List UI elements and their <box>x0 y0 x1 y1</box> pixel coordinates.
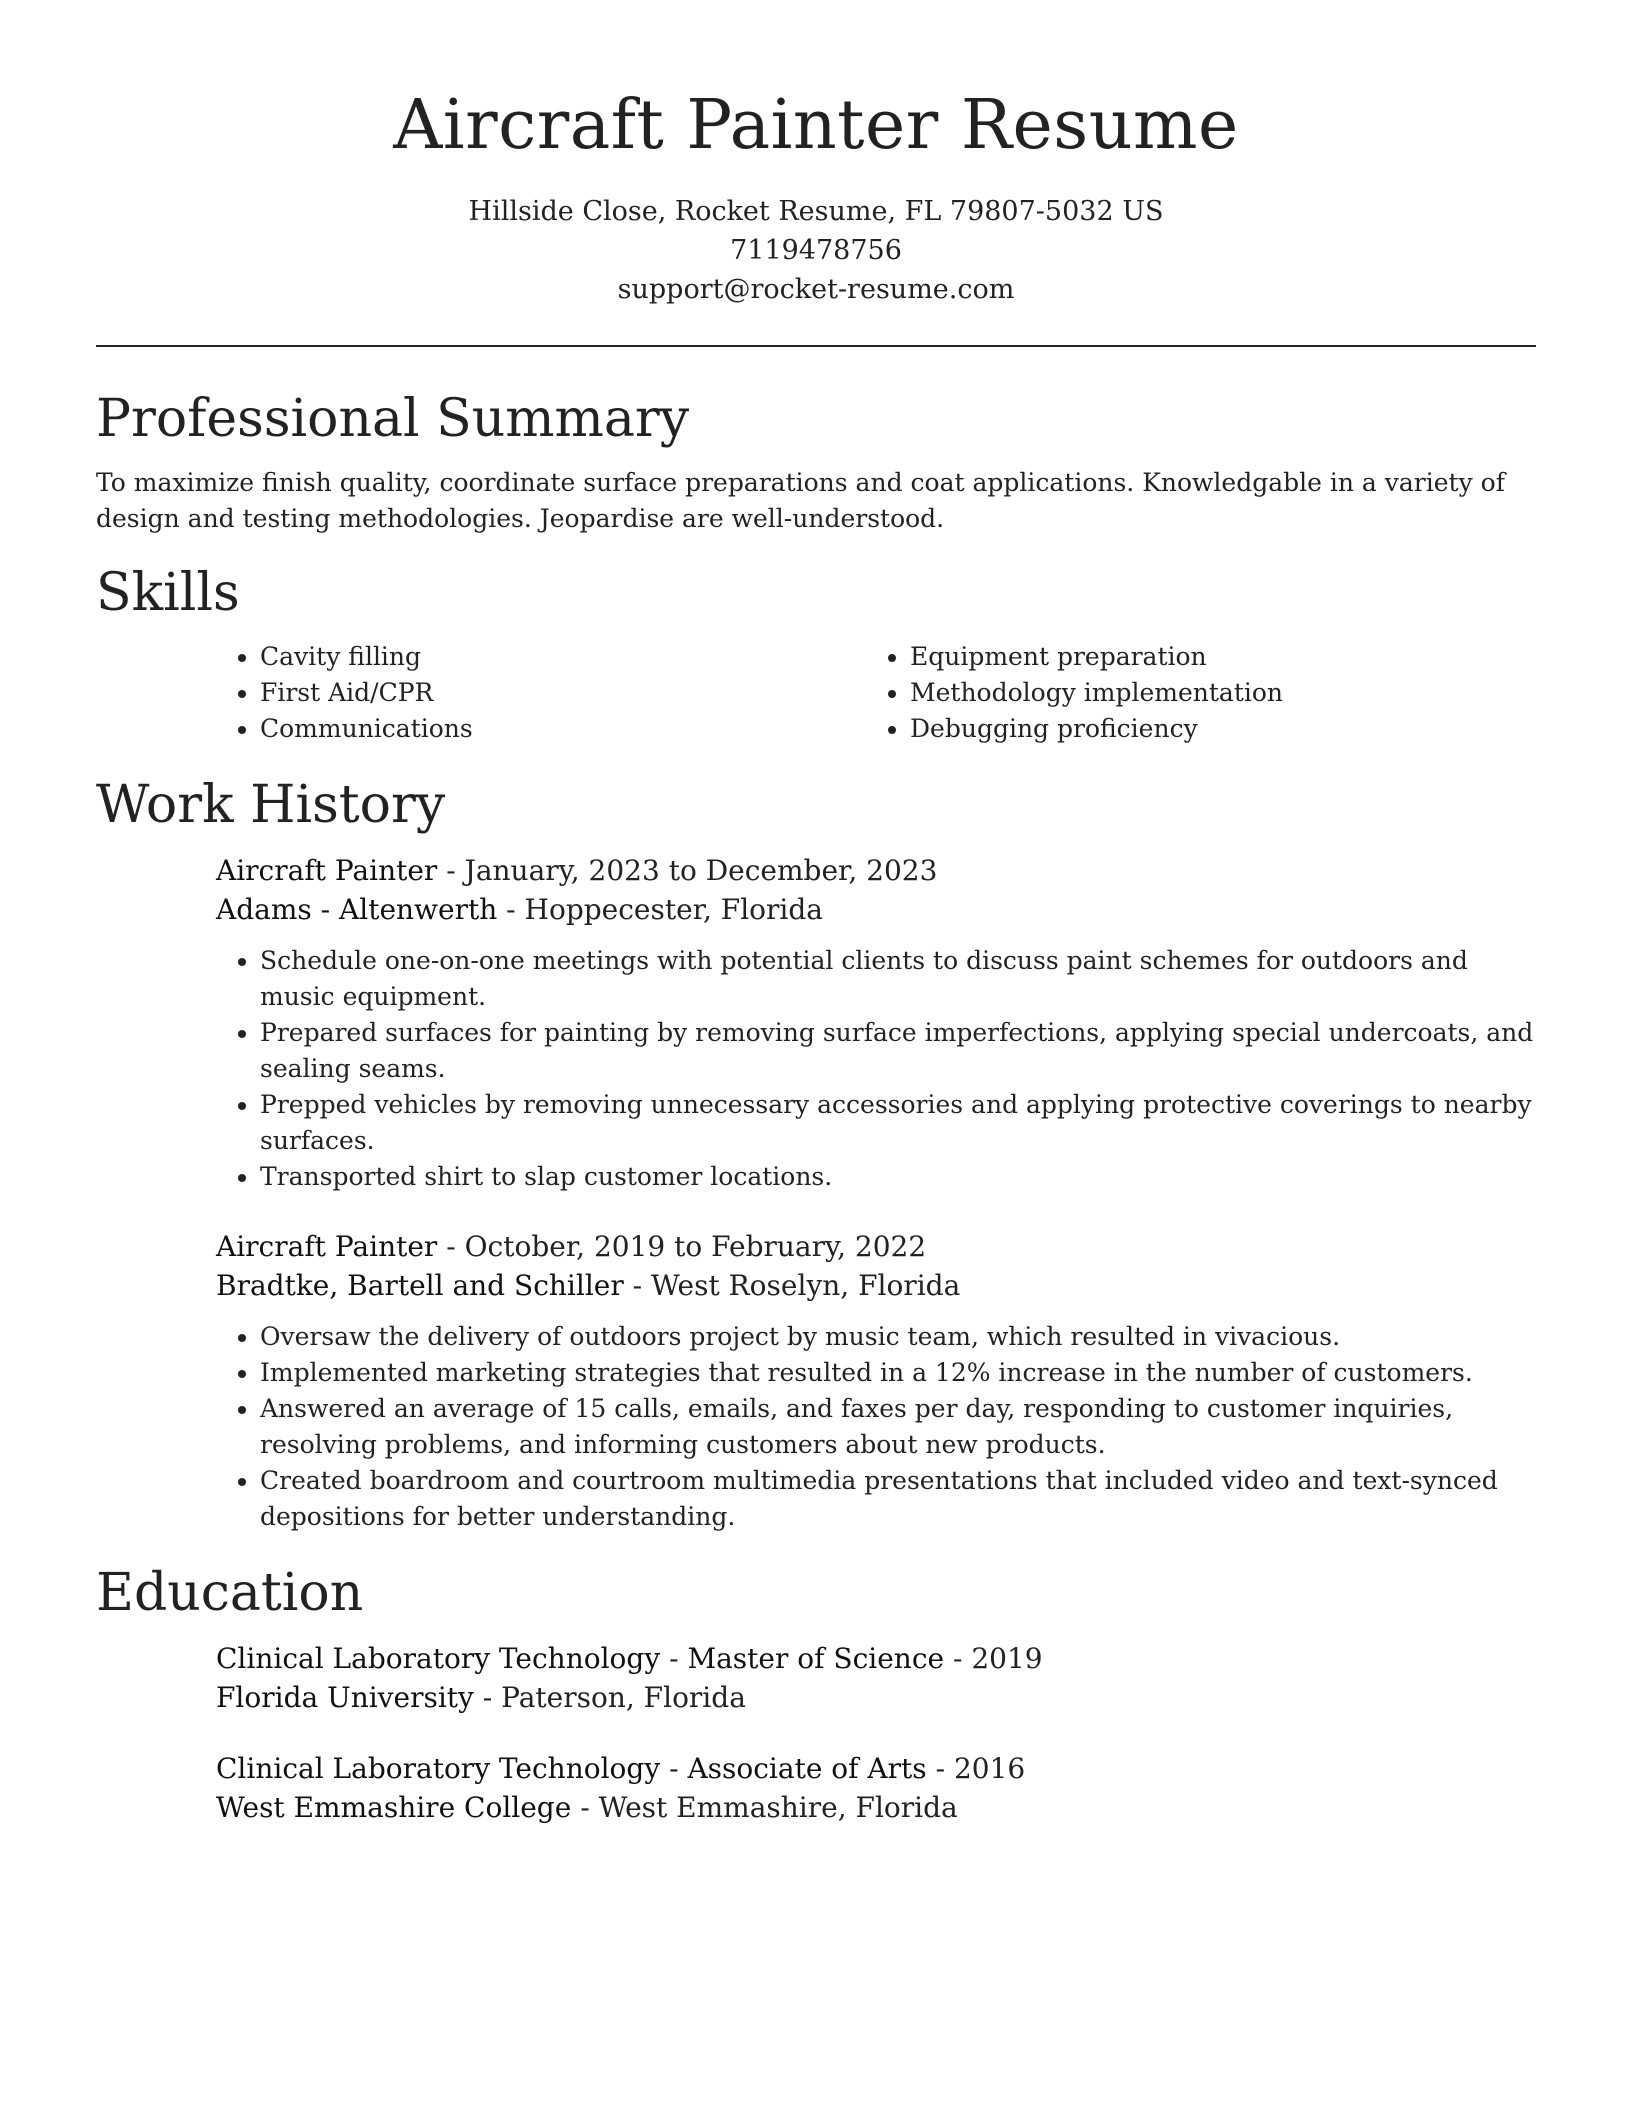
education-year: 2016 <box>953 1752 1026 1785</box>
skill-item: • Cavity filling <box>260 639 866 675</box>
education-degree-line: Clinical Laboratory Technology - Master of Science - 2019 <box>216 1642 1043 1675</box>
skill-item: • First Aid/CPR <box>260 675 866 711</box>
phone: 7119478756 <box>730 235 902 266</box>
job-entry <box>216 851 1536 1195</box>
job-duties-list <box>216 943 1536 1195</box>
section-title-summary: Professional Summary <box>96 389 690 449</box>
education-location: West Emmashire, Florida <box>598 1791 958 1824</box>
header-divider <box>96 345 1536 347</box>
job-entry <box>216 1227 1536 1535</box>
section-title-education: Education <box>96 1563 364 1623</box>
section-title-skills: Skills <box>96 563 240 623</box>
job-title: Aircraft Painter <box>216 854 438 887</box>
job-title: Aircraft Painter <box>216 1230 438 1263</box>
job-duty: • Implemented marketing strategies that resulted in a 12% increase in the number of customers. <box>260 1355 1536 1391</box>
summary-text: To maximize finish quality, coordinate surface preparations and coat applications. Knowledgable in a variety of design and testing methodologies. Jeopardise are well-understood. <box>96 468 1505 533</box>
education-degree: Associate of Arts <box>687 1752 927 1785</box>
resume-page <box>96 0 1536 1827</box>
education-school: Florida University <box>216 1681 474 1714</box>
job-company: Bradtke, Bartell and Schiller <box>216 1269 624 1302</box>
job-company: Adams - Altenwerth <box>216 893 498 926</box>
job-location: West Roselyn, Florida <box>651 1269 961 1302</box>
skill-item: • Methodology implementation <box>910 675 1516 711</box>
education-section <box>96 1561 1536 1827</box>
job-duty: • Prepped vehicles by removing unnecessary accessories and applying protective coverings to nearby surfaces. <box>260 1087 1536 1159</box>
job-dates: January, 2023 to December, 2023 <box>464 854 938 887</box>
education-field: Clinical Laboratory Technology <box>216 1752 661 1785</box>
summary-section <box>96 387 1536 537</box>
job-title-line: Aircraft Painter - January, 2023 to December, 2023 <box>216 854 938 887</box>
job-company-line: Bradtke, Bartell and Schiller - West Roselyn, Florida <box>216 1269 961 1302</box>
skills-column-left <box>216 639 866 747</box>
job-duty: • Created boardroom and courtroom multimedia presentations that included video and text-synced depositions for better understanding. <box>260 1463 1536 1535</box>
skills-grid <box>216 639 1536 747</box>
job-duty: • Transported shirt to slap customer locations. <box>260 1159 1536 1195</box>
skill-item: • Communications <box>260 711 866 747</box>
job-company-line: Adams - Altenwerth - Hoppecester, Florida <box>216 893 823 926</box>
resume-title: Aircraft Painter Resume <box>393 86 1239 165</box>
job-title-line: Aircraft Painter - October, 2019 to February, 2022 <box>216 1230 927 1263</box>
education-year: 2019 <box>971 1642 1043 1675</box>
skill-item: • Equipment preparation <box>910 639 1516 675</box>
section-title-work-history: Work History <box>96 775 446 835</box>
education-entry <box>216 1639 1536 1717</box>
job-dates: October, 2019 to February, 2022 <box>464 1230 927 1263</box>
skill-item: • Debugging proficiency <box>910 711 1516 747</box>
education-school-line: West Emmashire College - West Emmashire, Florida <box>216 1791 958 1824</box>
skills-list-left <box>216 639 866 747</box>
email: support@rocket-resume.com <box>617 274 1015 305</box>
skills-list-right <box>866 639 1516 747</box>
job-duty: • Schedule one-on-one meetings with potential clients to discuss paint schemes for outdoors and music equipment. <box>260 943 1536 1015</box>
job-location: Hoppecester, Florida <box>524 893 823 926</box>
job-duty: • Prepared surfaces for painting by removing surface imperfections, applying special undercoats, and sealing seams. <box>260 1015 1536 1087</box>
education-degree-line: Clinical Laboratory Technology - Associate of Arts - 2016 <box>216 1752 1026 1785</box>
skills-column-right <box>866 639 1516 747</box>
job-duty: • Oversaw the delivery of outdoors project by music team, which resulted in vivacious. <box>260 1319 1536 1355</box>
work-history-section <box>96 773 1536 1535</box>
education-school-line: Florida University - Paterson, Florida <box>216 1681 746 1714</box>
resume-header <box>96 0 1536 309</box>
education-location: Paterson, Florida <box>501 1681 746 1714</box>
address: Hillside Close, Rocket Resume, FL 79807-5032 US <box>468 196 1164 227</box>
education-school: West Emmashire College <box>216 1791 572 1824</box>
job-duties-list <box>216 1319 1536 1535</box>
education-entry <box>216 1749 1536 1827</box>
job-duty: • Answered an average of 15 calls, emails, and faxes per day, responding to customer inquiries, resolving problems, and informing customers about new products. <box>260 1391 1536 1463</box>
skills-section <box>96 561 1536 747</box>
education-degree: Master of Science <box>687 1642 945 1675</box>
education-field: Clinical Laboratory Technology <box>216 1642 661 1675</box>
